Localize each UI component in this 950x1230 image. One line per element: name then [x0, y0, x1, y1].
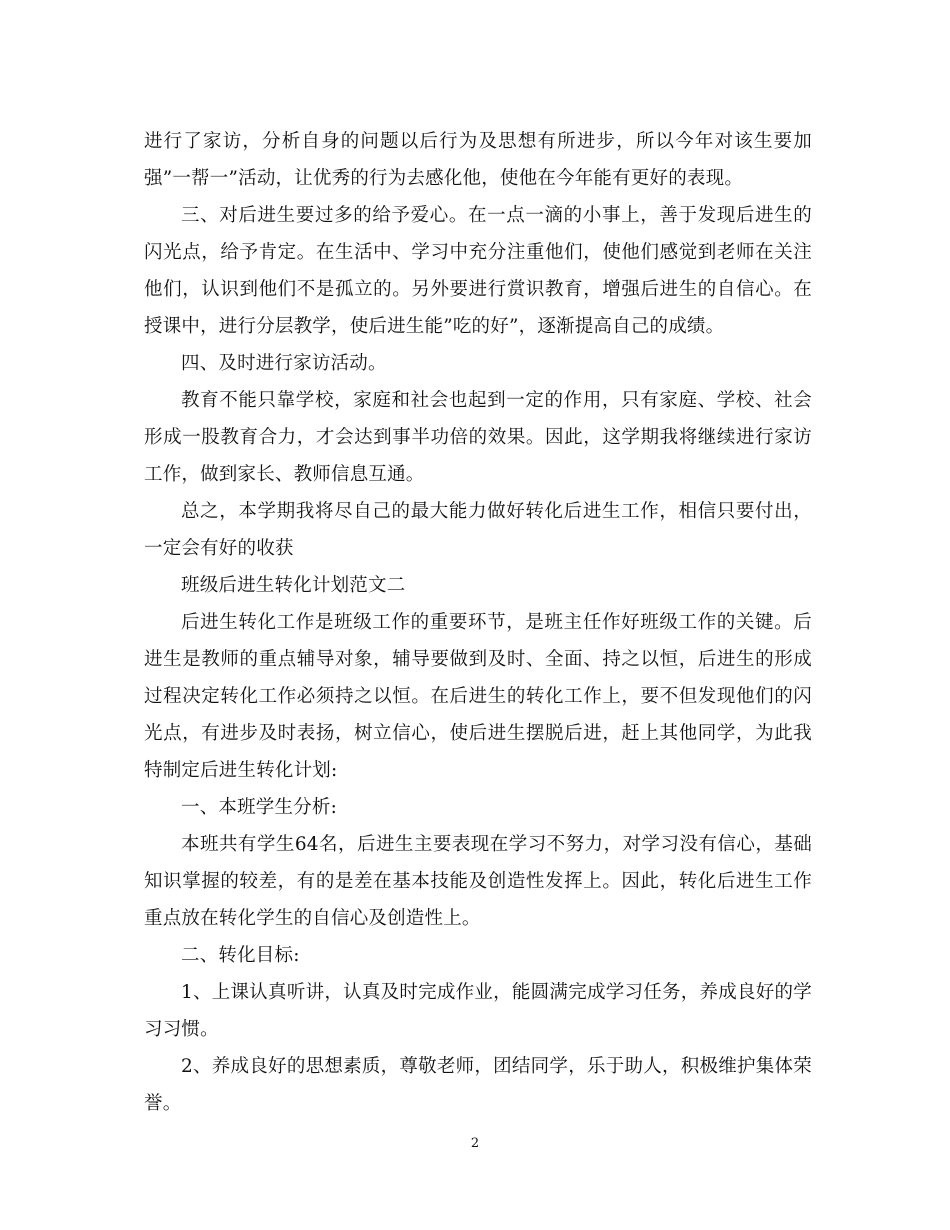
- paragraph-9: 本班共有学生64名，后进生主要表现在学习不努力，对学习没有信心，基础知识掌握的较差，有的是差在基本技能及创造性发挥上。因此，转化后进生工作重点放在转化学生的自信心及创造性上。: [144, 834, 812, 929]
- paragraph-2: 三、对后进生要过多的给予爱心。在一点一滴的小事上，善于发现后进生的闪光点，给予肯定。在生活中、学习中充分注重他们，使他们感觉到老师在关注他们，认识到他们不是孤立的。另外要进行赏识教育，增强后进生的自信心。在授课中，进行分层教学，使后进生能”吃的好”，逐渐提高自己的成绩。: [144, 205, 812, 337]
- paragraph-1: 进行了家访，分析自身的问题以后行为及思想有所进步，所以今年对该生要加强”一帮一”活动，让优秀的行为去感化他，使他在今年能有更好的表现。: [144, 131, 812, 189]
- paragraph-3: 四、及时进行家访活动。: [181, 353, 387, 374]
- paragraph-10: 二、转化目标:: [181, 945, 300, 966]
- paragraph-11: 1、上课认真听讲，认真及时完成作业，能圆满完成学习任务，养成良好的学习习惯。: [144, 982, 812, 1040]
- page-number: 2: [470, 1136, 480, 1151]
- paragraph-4: 教育不能只靠学校，家庭和社会也起到一定的作用，只有家庭、学校、社会形成一股教育合力，才会达到事半功倍的效果。因此，这学期我将继续进行家访工作，做到家长、教师信息互通。: [144, 390, 812, 485]
- paragraph-7: 后进生转化工作是班级工作的重要环节，是班主任作好班级工作的关键。后进生是教师的重点辅导对象，辅导要做到及时、全面、持之以恒，后进生的形成过程决定转化工作必须持之以恒。在后进生的转化工作上，要不但发现他们的闪光点，有进步及时表扬，树立信心，使后进生摆脱后进，赶上其他同学，为此我特制定后进生转化计划:: [144, 612, 812, 781]
- paragraph-8: 一、本班学生分析:: [181, 797, 338, 818]
- paragraph-5: 总之，本学期我将尽自己的最大能力做好转化后进生工作，相信只要付出，一定会有好的收获: [144, 501, 812, 559]
- section-heading: 班级后进生转化计划范文二: [181, 575, 406, 596]
- paragraph-12: 2、养成良好的思想素质，尊敬老师，团结同学，乐于助人，积极维护集体荣誉。: [144, 1056, 812, 1114]
- document-body: [144, 123, 812, 1122]
